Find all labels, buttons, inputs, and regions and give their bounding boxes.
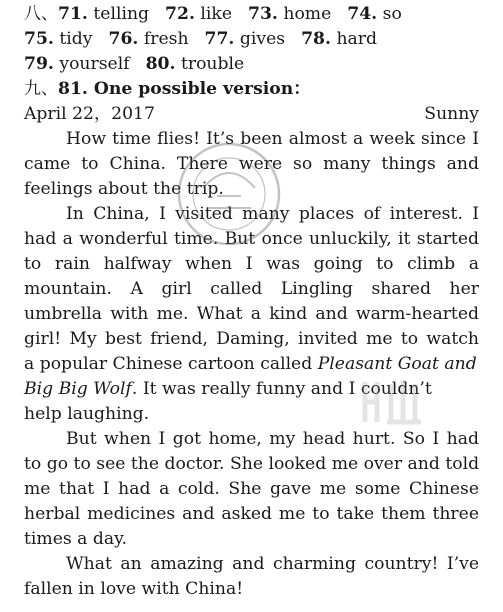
diary-date: April 22，2017 [24, 104, 155, 124]
essay-line: girl! My best friend, Daming, invited me to watch [24, 329, 479, 349]
cartoon-title-part1: Pleasant Goat and [317, 354, 477, 374]
answer-item: 75. tidy [24, 29, 93, 49]
essay-line: came to China. There were so many things and [24, 154, 479, 174]
essay-line: fallen in love with China! [24, 579, 244, 599]
answer-item: 78. hard [301, 29, 378, 49]
essay-heading [24, 77, 479, 101]
answer-row-3 [24, 52, 479, 76]
essay-line: had a wonderful time. But once unluckily, it started [24, 229, 479, 249]
answer-item: 80. trouble [145, 54, 245, 74]
answer-item: 79. yourself [24, 54, 130, 74]
cartoon-title-part2: Big Big Wolf [24, 379, 132, 399]
answer-row-2 [24, 27, 479, 51]
watermark-mark [357, 372, 437, 432]
essay-line-with-title: a popular Chinese cartoon called Pleasant Goat and [24, 354, 477, 374]
diary-date-row [24, 102, 479, 126]
answer-row-1 [24, 2, 479, 26]
essay-line: to go to see the doctor. She looked me over and told [24, 454, 480, 474]
watermark-stamp [173, 138, 285, 250]
answer-item: 72. like [165, 4, 232, 24]
essay-line: feelings about the trip. [24, 179, 224, 199]
answer-item: 73. home [248, 4, 332, 24]
essay-line: How time flies! It’s been almost a week since I [66, 129, 479, 149]
essay-line-with-title: Big Big Wolf. It was really funny and I couldn’t [24, 379, 432, 399]
essay-line: But when I got home, my head hurt. So I had [66, 429, 479, 449]
answer-item: 76. fresh [108, 29, 189, 49]
essay-line: What an amazing and charming country! I’ve [66, 554, 479, 574]
essay-line: herbal medicines and asked me to take them three [24, 504, 479, 524]
answer-item: 71. telling [58, 4, 150, 24]
diary-weather: Sunny [424, 104, 479, 124]
essay-line: umbrella with me. What a kind and warm-hearted [24, 304, 479, 324]
essay-line: times a day. [24, 529, 128, 549]
essay-line: to rain halfway when I was going to climb a [24, 254, 479, 274]
essay-line: help laughing. [24, 404, 150, 424]
answer-item: 74. so [347, 4, 402, 24]
section-8-prefix: 八、 [24, 4, 58, 24]
essay-line: me that I had a cold. She gave me some Chinese [24, 479, 479, 499]
answer-item: 77. gives [204, 29, 286, 49]
essay-line: mountain. A girl called Lingling shared her [24, 279, 479, 299]
essay-heading-text: 81. One possible version： [58, 79, 311, 99]
section-9-prefix: 九、 [24, 79, 58, 99]
essay-line: In China, I visited many places of interest. I [66, 204, 479, 224]
